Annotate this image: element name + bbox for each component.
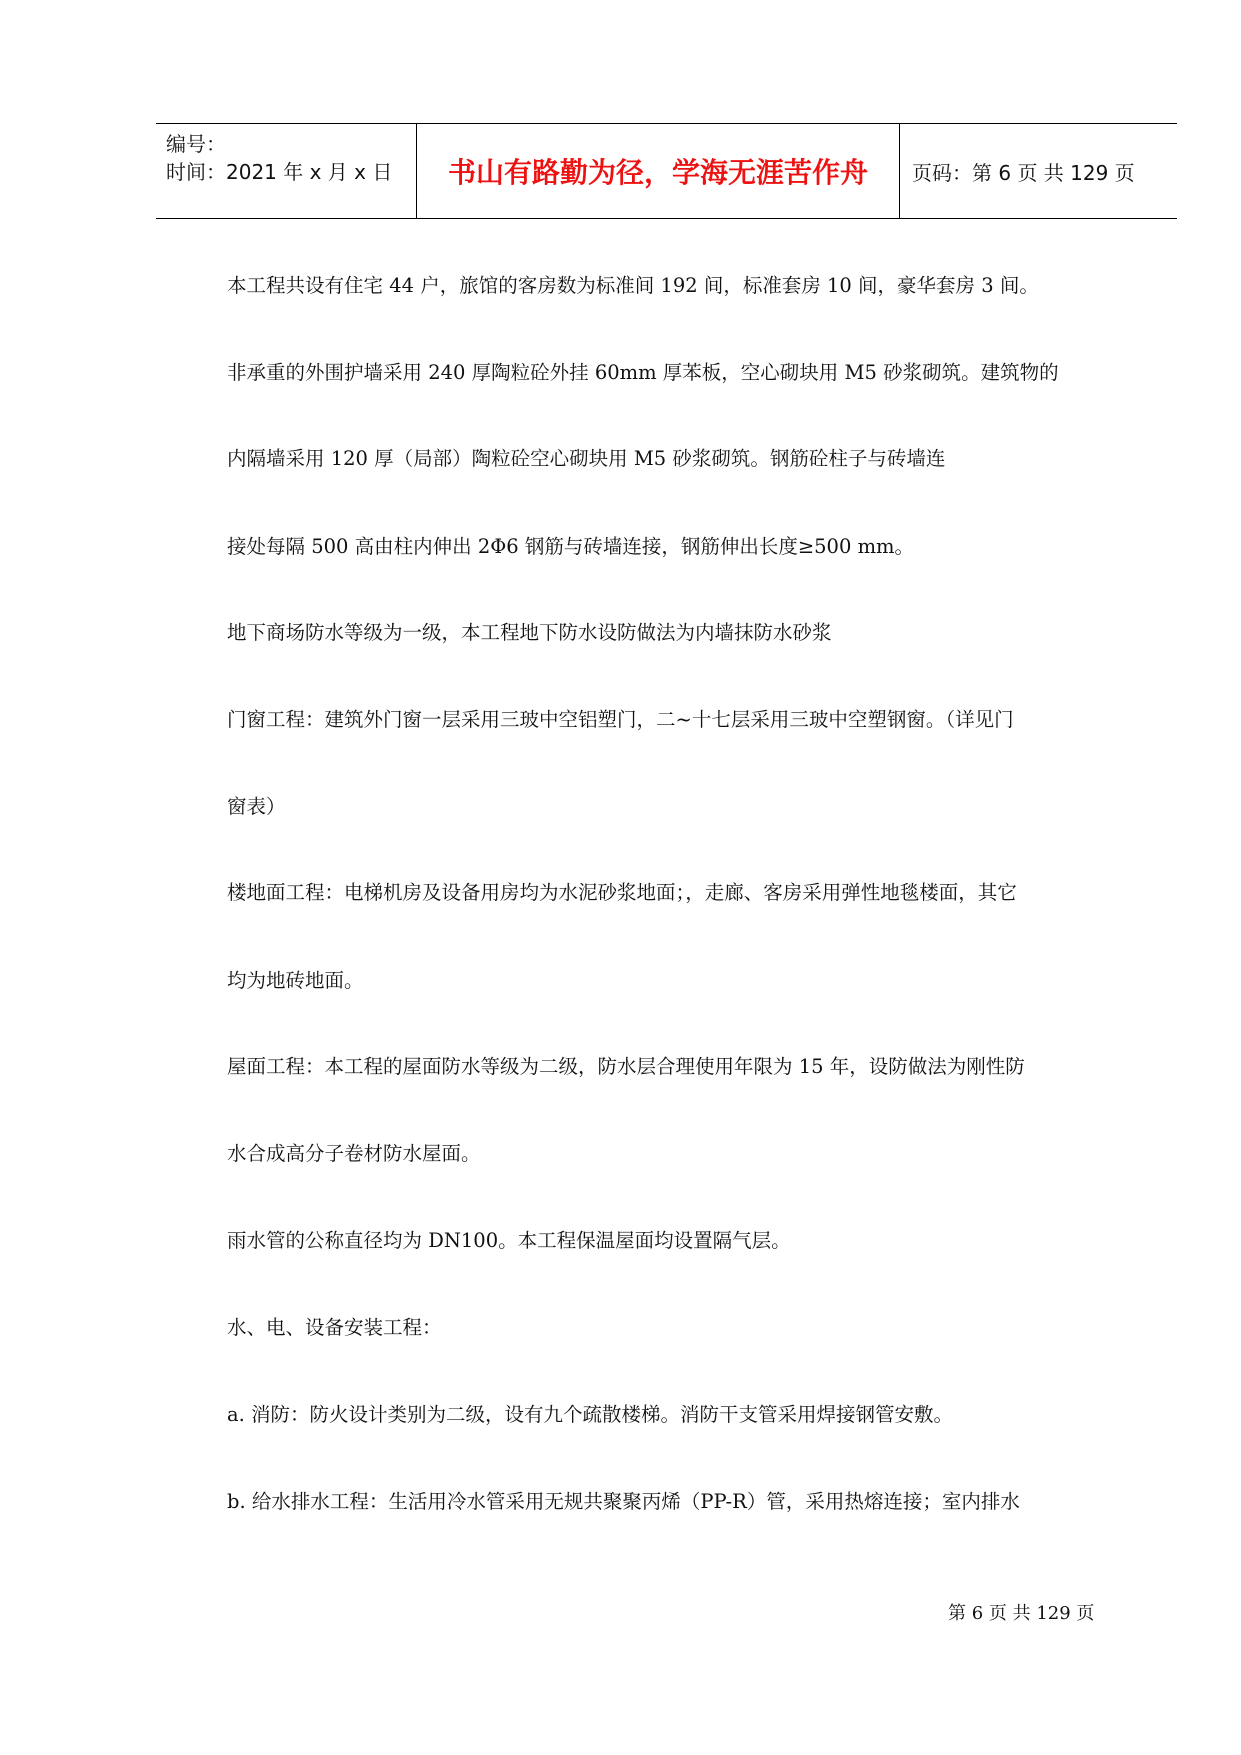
paragraph-line: 楼地面工程：电梯机房及设备用房均为水泥砂浆地面；，走廊、客房采用弹性地毯楼面，其它 [227, 881, 1017, 904]
paragraph-line: 内隔墙采用 120 厚（局部）陶粒砼空心砌块用 M5 砂浆砌筑。钢筋砼柱子与砖墙连 [227, 447, 946, 470]
paragraph-line: 雨水管的公称直径均为 DN100。本工程保温屋面均设置隔气层。 [227, 1229, 791, 1252]
header-motto: 书山有路勤为径，学海无涯苦作舟 [416, 124, 900, 218]
document-date-label: 时间：2021 年 x 月 x 日 [166, 160, 393, 184]
paragraph-line: 均为地砖地面。 [227, 969, 364, 992]
paragraph-line: 屋面工程：本工程的屋面防水等级为二级，防水层合理使用年限为 15 年，设防做法为刚性防 [227, 1055, 1025, 1078]
paragraph-line: 地下商场防水等级为一级，本工程地下防水设防做法为内墙抹防水砂浆 [227, 621, 832, 644]
page-footer: 第 6 页 共 129 页 [948, 1603, 1095, 1624]
paragraph-line: 窗表） [227, 795, 286, 818]
document-number-label: 编号： [166, 132, 226, 156]
paragraph-line: 非承重的外围护墙采用 240 厚陶粒砼外挂 60mm 厚苯板，空心砌块用 M5 砂浆砌筑。建筑物的 [227, 361, 1059, 384]
paragraph-line: b. 给水排水工程：生活用冷水管采用无规共聚聚丙烯（PP-R）管，采用热熔连接；室内排水 [227, 1490, 1020, 1513]
paragraph-line: 门窗工程：建筑外门窗一层采用三玻中空铝塑门，二~十七层采用三玻中空塑钢窗。（详见门 [227, 708, 1014, 731]
paragraph-line: a. 消防：防火设计类别为二级，设有九个疏散楼梯。消防干支管采用焊接钢管安敷。 [227, 1403, 954, 1426]
paragraph-line: 水合成高分子卷材防水屋面。 [227, 1142, 481, 1165]
paragraph-line: 本工程共设有住宅 44 户，旅馆的客房数为标准间 192 间，标准套房 10 间，豪华套房 3 间。 [227, 274, 1039, 297]
paragraph-line: 接处每隔 500 高由柱内伸出 2Φ6 钢筋与砖墙连接，钢筋伸出长度≥500 mm。 [227, 535, 915, 558]
paragraph-line: 水、电、设备安装工程： [227, 1316, 442, 1339]
header-info-cell [156, 124, 416, 218]
page-header [156, 123, 1177, 219]
header-page-code: 页码：第 6 页 共 129 页 [912, 160, 1135, 185]
